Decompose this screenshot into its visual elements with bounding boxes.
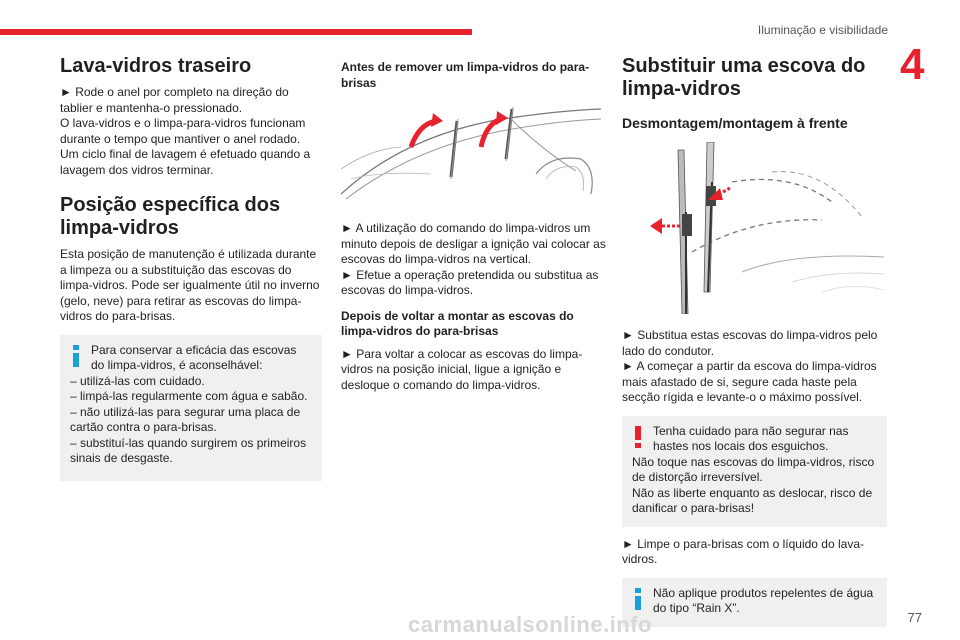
column-2 [341,60,606,393]
heading-after-refitting: Depois de voltar a montar as escovas do limpa-vidros do para-brisas [341,308,574,338]
paragraph: ► A utilização do comando do limpa-vidros um minuto depois de desligar a ignição vai colocar as escovas do limpa-vidros na vertical. [341,221,606,266]
note-line: – utilizá-las com cuidado. [70,373,205,388]
column-3 [622,55,887,627]
paragraph: Um ciclo final de lavagem é efetuado quando a lavagem dos vidros terminar. [60,147,311,177]
column-1 [60,55,322,481]
subheading-front: Desmontagem/montagem à frente [622,115,848,131]
paragraph: Esta posição de manutenção é utilizada durante a limpeza ou a substituição das escovas do limpa-vidros. Pode ser igualmente útil no inverno (gelo, neve) para retirar as escovas do limpa-vidros do para-brisas. [60,247,320,323]
paragraph: O lava-vidros e o limpa-para-vidros funcionam durante o tempo que mantiver o anel rodado. [60,116,306,146]
info-note [622,578,887,627]
wiper-removal-illustration [622,142,884,314]
note-line: – substituí-las quando surgirem os primeiros sinais de desgaste. [70,435,307,465]
paragraph: ► A começar a partir da escova do limpa-vidros mais afastado de si, segure cada haste pela secção rígida e levante-o o máximo possível. [622,359,877,404]
info-icon [631,588,645,610]
chapter-number: 4 [900,40,925,89]
windscreen-wipers-illustration [341,99,601,209]
paragraph: ► Para voltar a colocar as escovas do limpa-vidros na posição inicial, ligue a ignição e desloque o comando do limpa-vidros. [341,346,583,392]
paragraph: ► Limpe o para-brisas com o líquido do lava-vidros. [622,536,864,566]
section-title: Iluminação e visibilidade [757,23,888,37]
warning-line: Tenha cuidado para não segurar nas hastes nos locais dos esguichos. [653,423,849,453]
note-line: Para conservar a eficácia das escovas do limpa-vidros, é aconselhável: [91,342,297,372]
heading-specific-position: Posição específica dos limpa-vidros [60,194,281,239]
info-icon [69,345,83,367]
note-line: – não utilizá-las para segurar uma placa de cartão contra o para-brisas. [70,404,301,434]
paragraph: ► Efetue a operação pretendida ou substitua as escovas do limpa-vidros. [341,267,599,297]
note-line: – limpá-las regularmente com água e sabão. [70,389,308,403]
warning-note [622,416,887,527]
heading-before-removal: Antes de remover um limpa-vidros do para-brisas [341,60,590,90]
info-note [60,335,322,481]
heading-replace-blade: Substituir uma escova do limpa-vidros [622,55,866,100]
paragraph: ► Rode o anel por completo na direção do tablier e mantenha-o pressionado. [60,85,289,115]
header-accent-bar [0,29,472,35]
heading-rear-washer: Lava-vidros traseiro [60,55,252,77]
info-line: Não aplique produtos repelentes de água do tipo “Rain X”. [653,585,874,615]
warning-icon [631,426,645,448]
warning-line: Não toque nas escovas do limpa-vidros, risco de distorção irreversível. [632,454,875,484]
warning-line: Não as liberte enquanto as deslocar, risco de danificar o para-brisas! [632,485,873,515]
paragraph: ► Substitua estas escovas do limpa-vidros pelo lado do condutor. [622,328,878,358]
page-number: 77 [907,610,922,625]
watermark: carmanualsonline.info [408,612,652,637]
